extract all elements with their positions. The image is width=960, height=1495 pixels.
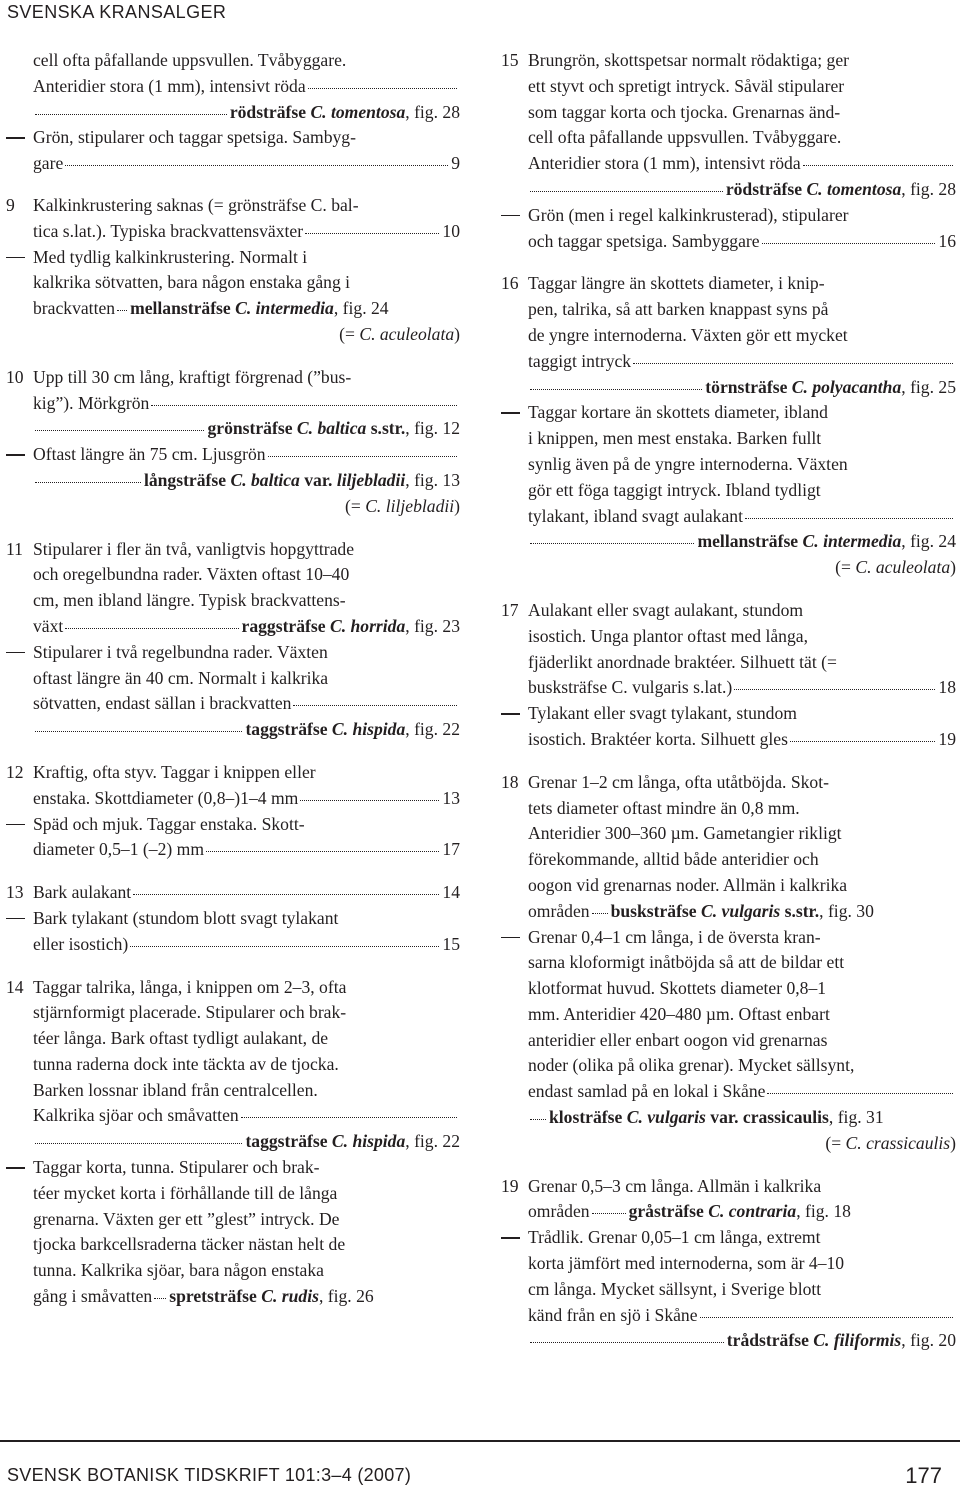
lead-text: téer långa. Bark oftast tydligt aulakant, de xyxy=(33,1028,329,1049)
couplet-lead xyxy=(6,365,460,442)
lead-text: som taggar korta och tjocka. Grenarnas änd- xyxy=(528,101,841,122)
couplet-lead xyxy=(6,880,460,906)
figure-ref: , fig. 23 xyxy=(405,615,460,636)
couplet-lead-alt xyxy=(6,812,460,864)
synonym: (= C. aculeolata) xyxy=(339,323,460,344)
lead-text: Taggar kortare än skottets diameter, ibland xyxy=(528,402,828,423)
left-column xyxy=(6,48,460,1327)
couplet-15 xyxy=(501,48,956,254)
couplet-ref: 10 xyxy=(442,220,460,241)
couplet-lead-alt xyxy=(6,640,460,743)
taxon-name: gråsträfse C. contraria xyxy=(628,1201,797,1222)
figure-ref: , fig. 13 xyxy=(405,469,460,490)
lead-text: Tylakant eller svagt tylakant, stundom xyxy=(528,703,797,724)
figure-ref: , fig. 30 xyxy=(819,900,874,921)
lead-text: diameter 0,5–1 (–2) mm xyxy=(33,839,205,860)
figure-ref: , fig. 25 xyxy=(901,376,956,397)
lead-text: Taggar längre än skottets diameter, i knip- xyxy=(528,273,825,294)
lead-text: gare xyxy=(33,153,64,174)
couplet-lead xyxy=(501,48,956,203)
lead-text: förekommande, alltid både anteridier och xyxy=(528,849,819,870)
taxon-name: klosträfse C. vulgaris var. crassicaulis xyxy=(549,1107,829,1128)
lead-text: gång i småvatten xyxy=(33,1286,153,1307)
lead-text: sötvatten, endast sällan i brackvatten xyxy=(33,693,292,714)
lead-text: Upp till 30 cm lång, kraftigt förgrenad (”bus- xyxy=(33,366,352,387)
running-header: SVENSKA KRANSALGER xyxy=(7,2,227,22)
couplet-number: 17 xyxy=(501,599,519,620)
couplet-number: 12 xyxy=(6,761,24,782)
couplet-number: 19 xyxy=(501,1175,519,1196)
lead-text: busksträfse C. vulgaris s.lat.) xyxy=(528,677,733,698)
couplet-lead xyxy=(501,770,956,925)
lead-text: Anteridier stora (1 mm), intensivt röda xyxy=(33,75,306,96)
lead-text: Kraftig, ofta styv. Taggar i knippen eller xyxy=(33,761,316,782)
couplet-9 xyxy=(6,193,460,348)
lead-text: kalkrika sötvatten, bara någon enstaka gång i xyxy=(33,272,351,293)
lead-text: pen, talrika, så att barken knappast syns på xyxy=(528,299,829,320)
synonym: (= C. crassicaulis) xyxy=(825,1132,956,1153)
lead-text: Oftast längre än 75 cm. Ljusgrön xyxy=(33,444,266,465)
lead-text: cm långa. Mycket sällsynt, i Sverige blott xyxy=(528,1278,822,1299)
taxon-name: rödsträfse C. tomentosa xyxy=(229,101,406,122)
figure-ref: , fig. 22 xyxy=(405,719,460,740)
lead-text: växt xyxy=(33,615,64,636)
couplet-ref: 17 xyxy=(442,839,460,860)
couplet-lead-alt xyxy=(501,203,956,255)
couplet-number: 14 xyxy=(6,976,24,997)
couplet-10 xyxy=(6,365,460,520)
lead-text: känd från en sjö i Skåne xyxy=(528,1304,698,1325)
lead-text: tica s.lat.). Typiska brackvattensväxter xyxy=(33,220,304,241)
lead-text: Med tydlig kalkinkrustering. Normalt i xyxy=(33,246,308,267)
lead-text: tjocka barkcellsraderna täcker nästan helt de xyxy=(33,1234,346,1255)
couplet-continuation xyxy=(6,48,460,177)
footer-divider xyxy=(0,1440,960,1442)
couplet-number: 11 xyxy=(6,538,23,559)
couplet-lead xyxy=(6,760,460,812)
lead-text: Barken lossnar ibland från centralcellen. xyxy=(33,1079,318,1100)
taxon-name: grönsträfse C. baltica s.str. xyxy=(207,418,406,439)
couplet-lead-alt xyxy=(501,1225,956,1354)
couplet-ref: 9 xyxy=(451,153,460,174)
couplet-lead xyxy=(6,193,460,245)
couplet-14 xyxy=(6,975,460,1310)
lead-text: och taggar spetsiga. Sambyggare xyxy=(528,230,760,251)
lead-text: Bark tylakant (stundom blott svagt tylakant xyxy=(33,907,339,928)
lead-text: oftast längre än 40 cm. Normalt i kalkrika xyxy=(33,667,329,688)
taxon-name: törnsträfse C. polyacantha xyxy=(705,376,902,397)
lead-text: taggigt intryck xyxy=(528,350,632,371)
figure-ref: , fig. 26 xyxy=(318,1286,374,1307)
taxon-name: raggsträfse C. horrida xyxy=(241,615,406,636)
lead-text: brackvatten xyxy=(33,298,116,319)
figure-ref: , fig. 24 xyxy=(333,298,389,319)
lead-text: de yngre internoderna. Växten gör ett mycket xyxy=(528,324,848,345)
couplet-18 xyxy=(501,770,956,1157)
couplet-number: 15 xyxy=(501,50,519,70)
couplet-lead-alt xyxy=(6,906,460,958)
couplet-lead xyxy=(6,48,460,125)
couplet-lead xyxy=(6,975,460,1156)
couplet-lead xyxy=(501,1174,956,1226)
couplet-lead-alt xyxy=(501,701,956,753)
couplet-lead-alt xyxy=(501,925,956,1157)
taxon-name: busksträfse C. vulgaris s.str. xyxy=(610,900,820,921)
lead-text: Taggar korta, tunna. Stipularer och brak- xyxy=(33,1157,320,1178)
couplet-ref: 16 xyxy=(938,230,956,251)
taxon-name: mellansträfse C. intermedia xyxy=(697,531,902,552)
lead-text: Kalkinkrustering saknas (= grönsträfse C. bal- xyxy=(33,194,359,215)
lead-text: i knippen, men mest enstaka. Barken fullt xyxy=(528,428,822,449)
lead-text: téer mycket korta i förhållande till de långa xyxy=(33,1182,338,1203)
right-column xyxy=(501,48,956,1371)
lead-text: Grön, stipularer och taggar spetsiga. Sambyg- xyxy=(33,127,356,148)
lead-text: kig”). Mörkgrön xyxy=(33,392,150,413)
couplet-11 xyxy=(6,537,460,743)
lead-text: Grenar 0,4–1 cm långa, i de översta kran- xyxy=(528,926,821,947)
couplet-number: 9 xyxy=(6,194,15,215)
couplet-lead xyxy=(501,271,956,400)
lead-text: Grön (men i regel kalkinkrusterad), stipularer xyxy=(528,204,849,225)
lead-text: isostich. Unga plantor oftast med långa, xyxy=(528,625,808,646)
couplet-12 xyxy=(6,760,460,863)
lead-text: eller isostich) xyxy=(33,933,129,954)
taxon-name: mellansträfse C. intermedia xyxy=(130,298,334,319)
lead-text: Brungrön, skottspetsar normalt rödaktiga; ger xyxy=(528,50,850,70)
taxon-name: trådsträfse C. filiformis xyxy=(726,1330,902,1351)
couplet-ref: 18 xyxy=(938,677,956,698)
lead-text: enstaka. Skottdiameter (0,8–)1–4 mm xyxy=(33,787,299,808)
couplet-lead-alt xyxy=(6,125,460,177)
lead-text: grenarna. Växten ger ett ”glest” intryck. De xyxy=(33,1208,340,1229)
taxon-name: spretsträfse C. rudis xyxy=(169,1286,319,1307)
couplet-lead xyxy=(6,537,460,640)
lead-text: gör ett föga taggigt intryck. Ibland tydligt xyxy=(528,479,821,500)
lead-text: klotformat huvud. Skottets diameter 0,8–1 xyxy=(528,978,827,999)
lead-text: Aulakant eller svagt aulakant, stundom xyxy=(528,599,804,620)
figure-ref: , fig. 24 xyxy=(901,531,956,552)
lead-text: Kalkrika sjöar och småvatten xyxy=(33,1105,239,1126)
couplet-number: 16 xyxy=(501,273,519,294)
couplet-16 xyxy=(501,271,956,581)
taxon-name: långsträfse C. baltica var. liljebladii xyxy=(143,469,406,490)
lead-text: Bark aulakant xyxy=(33,882,132,903)
lead-text: fjäderlikt anordnade braktéer. Silhuett tät (= xyxy=(528,651,837,672)
lead-text: tunna. Kalkrika sjöar, bara någon enstaka xyxy=(33,1260,324,1281)
couplet-19 xyxy=(501,1174,956,1355)
taxon-name: taggsträfse C. hispida xyxy=(245,1131,406,1152)
lead-text: ett styvt och spretigt intryck. Såväl stipularer xyxy=(528,75,845,96)
synonym: (= C. liljebladii) xyxy=(345,495,460,516)
lead-text: stjärnformigt placerade. Stipularer och brak- xyxy=(33,1002,347,1023)
lead-text: cell ofta påfallande uppsvullen. Tvåbyggare. xyxy=(528,127,842,148)
lead-text: Trådlik. Grenar 0,05–1 cm långa, extremt xyxy=(528,1227,821,1248)
figure-ref: , fig. 18 xyxy=(796,1201,851,1222)
lead-text: isostich. Braktéer korta. Silhuett gles xyxy=(528,728,788,749)
lead-text: anteridier eller enbart oogon vid grenarnas xyxy=(528,1029,828,1050)
couplet-13 xyxy=(6,880,460,957)
lead-text: Anteridier stora (1 mm), intensivt röda xyxy=(528,153,801,174)
lead-text: och oregelbundna rader. Växten oftast 10–40 xyxy=(33,564,350,585)
couplet-number: 18 xyxy=(501,771,519,792)
lead-text: Späd och mjuk. Taggar enstaka. Skott- xyxy=(33,813,305,834)
lead-text: oogon vid grenarnas noder. Allmän i kalkrika xyxy=(528,874,848,895)
figure-ref: , fig. 31 xyxy=(828,1107,884,1128)
lead-text: noder (olika på olika grenar). Mycket sällsynt, xyxy=(528,1055,855,1076)
figure-ref: , fig. 28 xyxy=(405,101,460,122)
figure-ref: , fig. 22 xyxy=(405,1131,460,1152)
taxon-name: rödsträfse C. tomentosa xyxy=(725,178,902,199)
couplet-ref: 19 xyxy=(938,728,956,749)
couplet-lead-alt xyxy=(6,442,460,519)
lead-text: områden xyxy=(528,900,590,921)
lead-text: tets diameter oftast mindre än 0,8 mm. xyxy=(528,797,800,818)
taxon-name: taggsträfse C. hispida xyxy=(245,719,406,740)
lead-text: Taggar talrika, långa, i knippen om 2–3, ofta xyxy=(33,976,347,997)
couplet-number: 10 xyxy=(6,366,24,387)
lead-text: Grenar 1–2 cm långa, ofta utåtböjda. Skot- xyxy=(528,771,829,792)
lead-text: cell ofta påfallande uppsvullen. Tvåbyggare. xyxy=(33,50,347,70)
lead-text: tunna raderna dock inte täckta av de tjocka. xyxy=(33,1053,339,1074)
lead-text: tylakant, ibland svagt aulakant xyxy=(528,505,743,526)
figure-ref: , fig. 12 xyxy=(405,418,460,439)
synonym: (= C. aculeolata) xyxy=(835,557,956,578)
lead-text: korta jämfört med internoderna, som är 4–10 xyxy=(528,1253,845,1274)
lead-text: endast samlad på en lokal i Skåne xyxy=(528,1081,766,1102)
lead-text: områden xyxy=(528,1201,590,1222)
lead-text: Stipularer i två regelbundna rader. Växten xyxy=(33,641,328,662)
couplet-lead xyxy=(501,598,956,701)
couplet-lead-alt xyxy=(6,1155,460,1310)
couplet-ref: 15 xyxy=(442,933,460,954)
couplet-number: 13 xyxy=(6,882,24,903)
lead-text: Stipularer i fler än två, vanligtvis hopgyttrade xyxy=(33,538,355,559)
lead-text: Anteridier 300–360 µm. Gametangier rikligt xyxy=(528,823,842,844)
couplet-ref: 14 xyxy=(442,882,460,903)
page-number: 177 xyxy=(905,1463,942,1488)
lead-text: synlig även på de yngre internoderna. Växten xyxy=(528,453,848,474)
lead-text: Grenar 0,5–3 cm långa. Allmän i kalkrika xyxy=(528,1175,822,1196)
journal-citation: SVENSK BOTANISK TIDSKRIFT 101:3–4 (2007) xyxy=(7,1465,412,1485)
couplet-lead-alt xyxy=(6,245,460,348)
figure-ref: , fig. 28 xyxy=(901,178,956,199)
couplet-lead-alt xyxy=(501,400,956,581)
lead-text: mm. Anteridier 420–480 µm. Oftast enbart xyxy=(528,1003,830,1024)
figure-ref: , fig. 20 xyxy=(901,1330,956,1351)
couplet-ref: 13 xyxy=(442,787,460,808)
couplet-17 xyxy=(501,598,956,753)
lead-text: sarna kloformigt inåtböjda så att de bildar ett xyxy=(528,952,845,973)
lead-text: cm, men ibland längre. Typisk brackvattens- xyxy=(33,590,346,611)
